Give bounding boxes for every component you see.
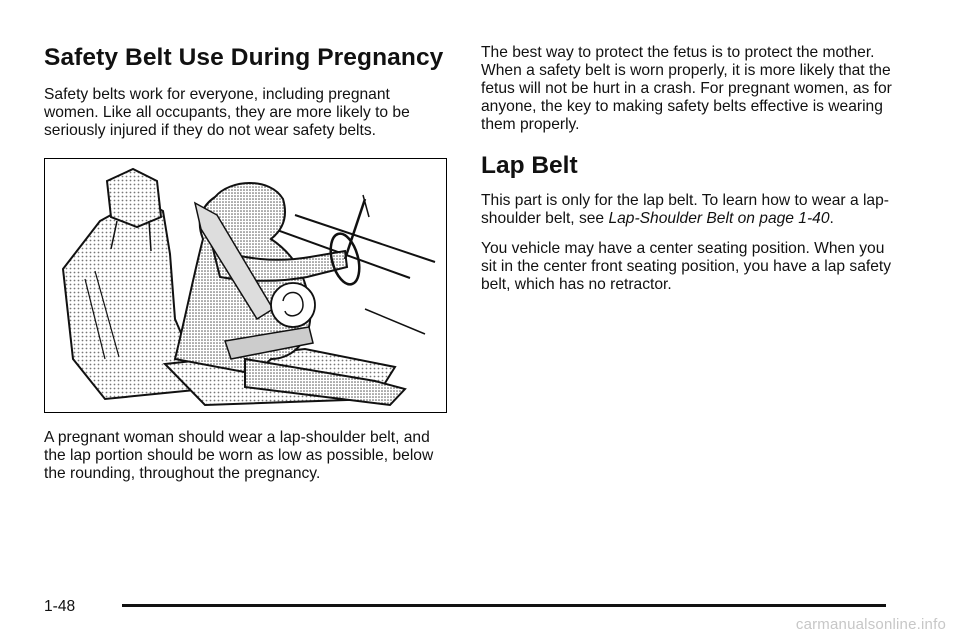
lap-belt-text: This part is only for the lap belt. To learn how to wear a lap-shoulder belt, see xyxy=(481,192,889,227)
right-column xyxy=(481,44,901,294)
lap-belt-paragraph xyxy=(481,192,901,228)
footer-rule xyxy=(122,604,886,607)
left-column xyxy=(44,44,448,483)
section-title-lap-belt: Lap Belt xyxy=(481,152,578,179)
protect-mother-paragraph: The best way to protect the fetus is to protect the mother. When a safety belt is worn properly, it is more likely that the fetus will not be hurt in a crash. For pregnant women, as for anyone, the key to making safety belts effective is wearing them properly. xyxy=(481,44,892,133)
illustration-svg xyxy=(45,159,446,412)
cross-reference-link[interactable]: Lap-Shoulder Belt on page 1-40 xyxy=(608,210,830,227)
pregnant-seatbelt-illustration xyxy=(44,158,447,413)
page-number: 1-48 xyxy=(44,598,76,615)
section-title-pregnancy: Safety Belt Use During Pregnancy xyxy=(44,44,444,71)
figure-caption: A pregnant woman should wear a lap-shoulder belt, and the lap portion should be worn as low as possible, below the rounding, throughout the pregnancy. xyxy=(44,429,434,482)
watermark: carmanualsonline.info xyxy=(795,616,946,633)
intro-paragraph: Safety belts work for everyone, including pregnant women. Like all occupants, they are more likely to be seriously injured if they do not wear safety belts. xyxy=(44,86,410,139)
lap-belt-text-end: . xyxy=(829,210,834,227)
center-seating-paragraph: You vehicle may have a center seating position. When you sit in the center front seating position, you have a lap safety belt, which has no retractor. xyxy=(481,240,892,293)
